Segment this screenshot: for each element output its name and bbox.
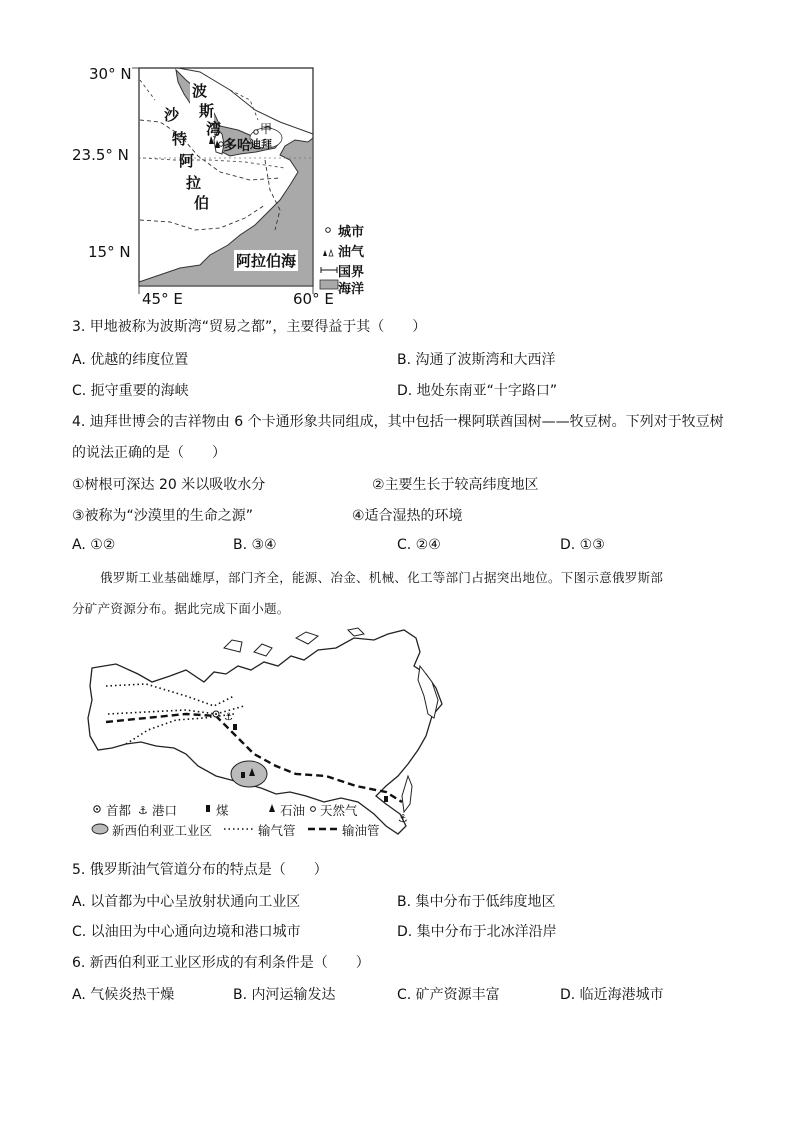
lat-235n-label: 23.5° N: [72, 146, 129, 164]
q3-option-a[interactable]: A. 优越的纬度位置: [72, 352, 189, 368]
q4-option-b[interactable]: B. ③④: [233, 537, 277, 553]
legend-border: 国界: [338, 265, 365, 280]
legend-oil: 石油: [280, 803, 306, 818]
gulf-char-3: 湾: [206, 120, 222, 138]
q4-option-d[interactable]: D. ①③: [560, 537, 605, 553]
svg-text:⚓: ⚓: [224, 712, 233, 723]
persian-gulf-map-drawing: [80, 60, 380, 310]
legend-ocean: 海洋: [338, 282, 365, 297]
q6-option-a[interactable]: A. 气候炎热干燥: [72, 987, 175, 1003]
lat-15n-label: 15° N: [88, 243, 131, 261]
q5-option-d[interactable]: D. 集中分布于北冰洋沿岸: [397, 924, 557, 940]
q6-option-d[interactable]: D. 临近海港城市: [560, 987, 664, 1003]
legend-gas-pipeline: 输气管: [258, 823, 296, 838]
q3-option-d[interactable]: D. 地处东南亚“十字路口”: [397, 383, 558, 399]
arabian-sea-label: 阿拉伯海: [236, 252, 297, 270]
q4-option-c[interactable]: C. ②④: [397, 537, 441, 553]
russia-map-drawing: [86, 626, 466, 841]
saudi-char-2: 特: [172, 130, 188, 148]
legend-city: 城市: [338, 225, 365, 240]
q5-stem: 5. 俄罗斯油气管道分布的特点是（ ）: [72, 862, 328, 878]
saudi-char-4: 拉: [186, 174, 202, 192]
saudi-char-3: 阿: [179, 152, 195, 170]
svg-text:⚓: ⚓: [398, 812, 408, 825]
legend-gas: 天然气: [320, 803, 358, 818]
q3-stem: 3. 甲地被称为波斯湾“贸易之都”，主要得益于其（ ）: [72, 319, 427, 335]
q4-option-a[interactable]: A. ①②: [72, 537, 116, 553]
lat-30n-label: 30° N: [89, 65, 132, 83]
lon-45e-label: 45° E: [142, 290, 183, 308]
legend-port: 港口: [152, 803, 178, 818]
q4-stem-line1: 4. 迪拜世博会的吉祥物由 6 个卡通形象共同组成，其中包括一棵阿联酋国树——牧豆树。下列对于牧豆树: [72, 414, 724, 430]
gulf-char-2: 斯: [199, 102, 215, 120]
legend-oil-pipeline: 输油管: [342, 823, 380, 838]
doha-label: 多哈: [223, 138, 251, 154]
q5-option-c[interactable]: C. 以油田为中心通向边境和港口城市: [72, 924, 301, 940]
russia-map: [86, 626, 466, 841]
lon-60e-label: 60° E: [293, 290, 334, 308]
legend-novosibirsk-zone: 新西伯利亚工业区: [112, 823, 213, 838]
q6-option-b[interactable]: B. 内河运输发达: [233, 987, 336, 1003]
map1-legend: [320, 228, 338, 289]
q6-option-c[interactable]: C. 矿产资源丰富: [397, 987, 500, 1003]
legend-capital: 首都: [106, 803, 132, 818]
q4-statement-4: ④适合湿热的环境: [352, 508, 463, 524]
q3-option-b[interactable]: B. 沟通了波斯湾和大西洋: [397, 352, 556, 368]
russia-intro-line1: 俄罗斯工业基础雄厚，部门齐全，能源、冶金、机械、化工等部门占据突出地位。下图示意俄罗斯部: [100, 570, 664, 585]
legend-oilgas: 油气: [338, 245, 365, 260]
q4-statement-2: ②主要生长于较高纬度地区: [372, 477, 539, 493]
dubai-label: 迪拜: [250, 138, 272, 151]
saudi-char-1: 沙: [164, 106, 180, 124]
saudi-char-5: 伯: [194, 194, 210, 212]
q6-stem: 6. 新西伯利亚工业区形成的有利条件是（ ）: [72, 955, 370, 971]
q4-statement-3: ③被称为“沙漠里的生命之源”: [72, 508, 254, 524]
q5-option-b[interactable]: B. 集中分布于低纬度地区: [397, 894, 556, 910]
q4-stem-line2: 的说法正确的是（ ）: [72, 445, 226, 461]
svg-text:⚓: ⚓: [138, 804, 148, 817]
persian-gulf-map: [72, 60, 380, 310]
legend-coal: 煤: [216, 803, 229, 818]
q3-option-c[interactable]: C. 扼守重要的海峡: [72, 383, 189, 399]
jia-label: 甲: [260, 122, 273, 136]
q5-option-a[interactable]: A. 以首都为中心呈放射状通向工业区: [72, 894, 301, 910]
russia-intro-line2: 分矿产资源分布。据此完成下面小题。: [72, 601, 290, 616]
gulf-char-1: 波: [192, 82, 208, 100]
q4-statement-1: ①树根可深达 20 米以吸收水分: [72, 477, 266, 493]
